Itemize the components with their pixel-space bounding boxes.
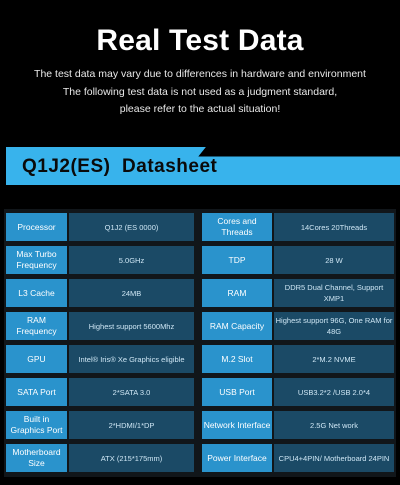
- spec-label: Motherboard Size: [6, 444, 67, 472]
- spec-value: ATX (215*175mm): [69, 444, 194, 472]
- spec-label: SATA Port: [6, 378, 67, 406]
- spec-value: 2*M.2 NVME: [274, 345, 394, 373]
- spec-label: Processor: [6, 213, 67, 241]
- spec-value: CPU4+4PIN/ Motherboard 24PIN: [274, 444, 394, 472]
- spec-value: 2*HDMI/1*DP: [69, 411, 194, 439]
- spec-label: Power Interface: [202, 444, 272, 472]
- page-title: Real Test Data: [96, 24, 304, 57]
- spec-value: 2*SATA 3.0: [69, 378, 194, 406]
- spec-value: Intel® Iris® Xe Graphics eligible: [69, 345, 194, 373]
- spec-value: Highest support 96G, One RAM for 48G: [274, 312, 394, 340]
- disclaimer-line-2: The following test data is not used as a judgment standard,: [62, 86, 338, 98]
- spec-label: GPU: [6, 345, 67, 373]
- spec-label: Cores and Threads: [202, 213, 272, 241]
- spec-value: 28 W: [274, 246, 394, 274]
- spec-value: 5.0GHz: [69, 246, 194, 274]
- spec-value: 2.5G Net work: [274, 411, 394, 439]
- spec-label: Built in Graphics Port: [6, 411, 67, 439]
- spec-label: RAM Capacity: [202, 312, 272, 340]
- spec-label: TDP: [202, 246, 272, 274]
- spec-label: L3 Cache: [6, 279, 67, 307]
- spec-label: Network Interface: [202, 411, 272, 439]
- spec-table: [4, 209, 396, 477]
- spec-value: 14Cores 20Threads: [274, 213, 394, 241]
- spec-label: RAM: [202, 279, 272, 307]
- disclaimer-line-3: please refer to the actual situation!: [119, 103, 281, 115]
- spec-value: Q1J2 (ES 0000): [69, 213, 194, 241]
- spec-label: M.2 Slot: [202, 345, 272, 373]
- spec-label: Max Turbo Frequency: [6, 246, 67, 274]
- spec-value: Highest support 5600Mhz: [69, 312, 194, 340]
- spec-label: USB Port: [202, 378, 272, 406]
- spec-value: USB3.2*2 /USB 2.0*4: [274, 378, 394, 406]
- spec-value: DDR5 Dual Channel, Support XMP1: [274, 279, 394, 307]
- datasheet-banner: [0, 147, 400, 187]
- spec-value: 24MB: [69, 279, 194, 307]
- disclaimer-line-1: The test data may vary due to differences in hardware and environment: [34, 68, 366, 80]
- banner-title: Q1J2(ES) Datasheet: [22, 156, 218, 177]
- spec-label: RAM Frequency: [6, 312, 67, 340]
